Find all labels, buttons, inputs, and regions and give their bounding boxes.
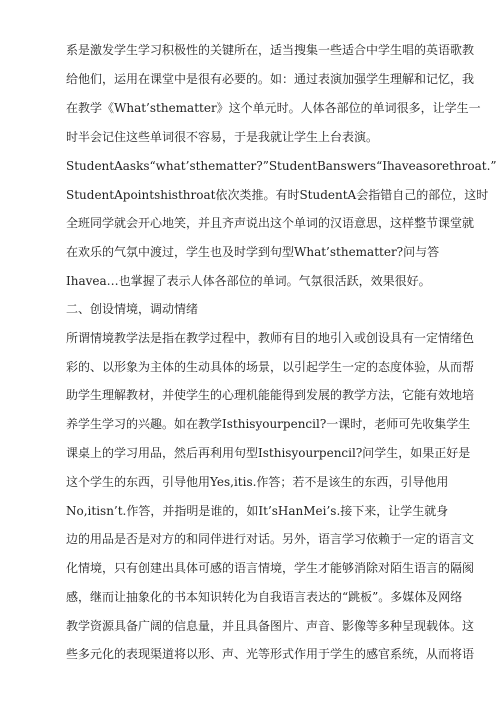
paragraph-line: 彩的、以形象为主体的生动具体的场景，以引起学生一定的态度体验，从而帮 xyxy=(66,360,475,374)
paragraph-line: StudentAasks“what’sthematter?”StudentBanswers“Ihaveasorethroat.” xyxy=(66,159,497,173)
section-heading: 二、创设情境，调动情绪 xyxy=(66,302,199,316)
paragraph-line: 系是激发学生学习积极性的关键所在，适当搜集一些适合中学生唱的英语歌教 xyxy=(66,43,475,57)
paragraph-line: 在教学《What’sthematter》这个单元时。人体各部位的单词很多，让学生一 xyxy=(66,101,481,115)
paragraph-line: 时半会记住这些单词很不容易，于是我就让学生上台表演。 xyxy=(66,130,379,144)
paragraph-line: Ihavea…也掌握了表示人体各部位的单词。气氛很活跃，效果很好。 xyxy=(66,274,431,288)
paragraph-line: 助学生理解教材，并使学生的心理机能能得到发展的教学方法，它能有效地培 xyxy=(66,388,475,402)
paragraph-line: No,itisn’t.作答，并指明是谁的，如It’sHanMei’s.接下来，让学生就身 xyxy=(66,504,449,518)
paragraph-line: 些多元化的表现渠道将以形、声、光等形式作用于学生的感官系统，从而将语 xyxy=(66,647,475,661)
paragraph-line: 养学生学习的兴趣。如在教学Isthisyourpencil?一课时，老师可先收集学生 xyxy=(66,417,471,431)
paragraph-line: 给他们，运用在课堂中是很有必要的。如：通过表演加强学生理解和记忆，我 xyxy=(66,72,475,86)
paragraph-line: 课桌上的学习用品，然后再利用句型Isthisyourpencil?问学生，如果正好是 xyxy=(66,446,471,460)
paragraph-line: 化情境，只有创建出具体可感的语言情境，学生才能够消除对陌生语言的隔阂 xyxy=(66,561,475,575)
paragraph-line: 在欢乐的气氛中渡过，学生也及时学到句型What’sthematter?问与答 xyxy=(66,245,440,259)
paragraph-line: 边的用品是否是对方的和同伴进行对话。另外，语言学习依赖于一定的语言文 xyxy=(66,532,475,546)
paragraph-line: StudentApointshisthroat依次类推。有时StudentA会指错自己的部位，这时 xyxy=(66,188,489,202)
paragraph-line: 这个学生的东西，引导他用Yes,itis.作答；若不是该生的东西，引导他用 xyxy=(66,475,449,489)
paragraph-line: 教学资源具备广阔的信息量，并且具备图片、声音、影像等多种呈现载体。这 xyxy=(66,619,475,633)
paragraph-line: 感，继而让抽象化的书本知识转化为自我语言表达的“跳板”。多媒体及网络 xyxy=(66,590,463,604)
paragraph-line: 全班同学就会开心地笑，并且齐声说出这个单词的汉语意思，这样整节课堂就 xyxy=(66,216,475,230)
paragraph-line: 所谓情境教学法是指在教学过程中，教师有目的地引入或创设具有一定情绪色 xyxy=(66,331,475,345)
